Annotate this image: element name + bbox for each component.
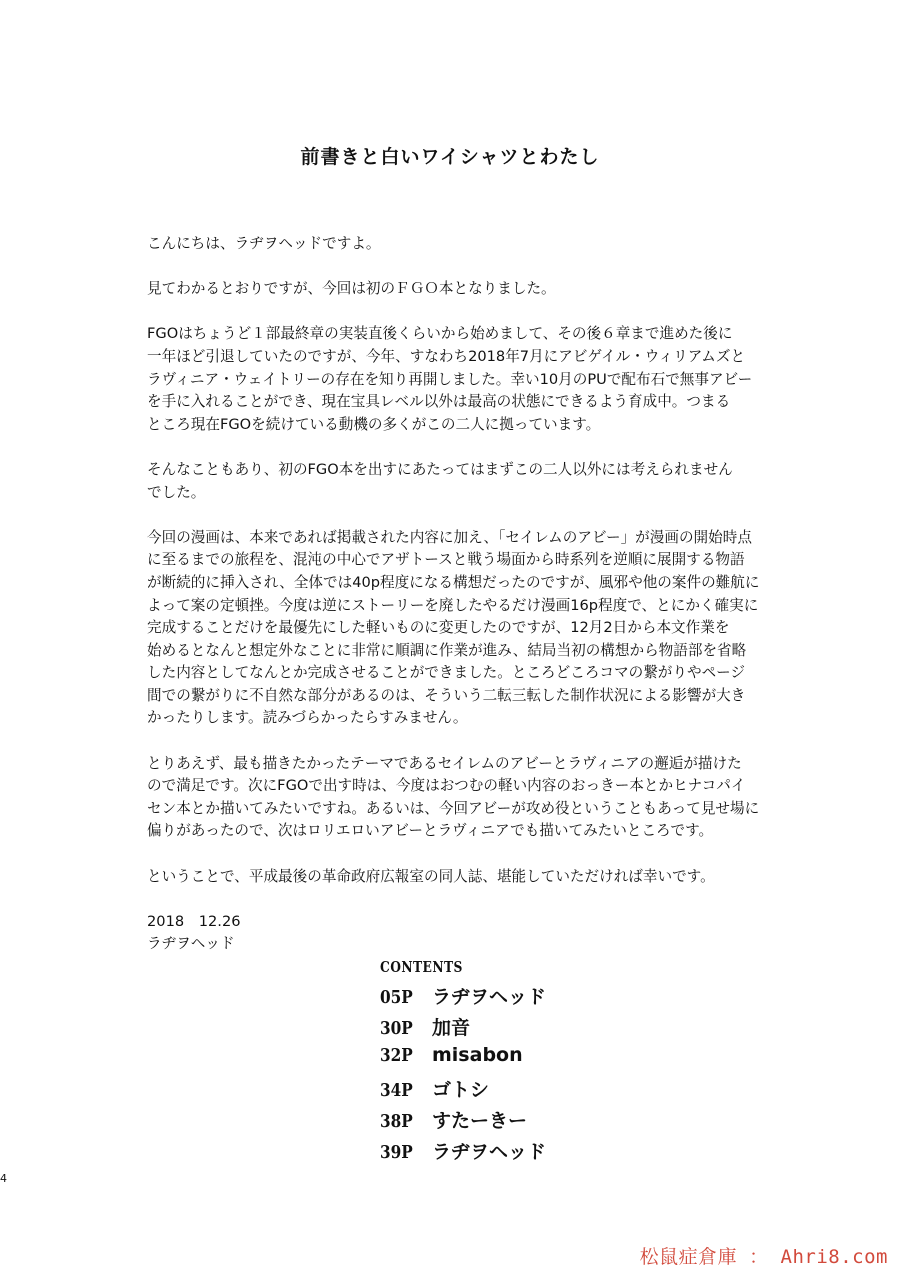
text-line: セン本とか描いてみたいですね。あるいは、今回アビーが攻め役ということもあって見せ場に [147,799,760,817]
watermark: 松鼠症倉庫 ： Ahri8.com [639,1246,888,1268]
toc-entry [380,1075,546,1106]
text-line: した内容としてなんとか完成させることができました。ところどころコマの繋がりやページ [147,664,746,682]
text-line: に至るまでの旅程を、混沌の中心でアザトースと戦う場面から時系列を逆順に展開する物語 [147,551,745,569]
text-line: ラヴィニア・ウェイトリーの存在を知り再開しました。幸い10月のPUで配布石で無事アビー [147,370,753,388]
toc-author-name: 加音 [432,1017,471,1039]
signature [147,911,787,956]
text-line: 一年ほど引退していたのですが、今年、すなわち2018年7月にアビゲイル・ウィリアムズと [147,347,746,365]
text-line: でした。 [147,483,206,501]
page-title: 前書きと白いワイシャツとわたし [300,146,600,168]
text-line: ということで、平成最後の革命政府広報室の同人誌、堪能していただければ幸いです。 [147,867,715,885]
text-line: こんにちは、ラヂヲヘッドですよ。 [147,235,381,252]
text-line: 間での繋がりに不自然な部分があるのは、そういう二転三転した制作状況による影響が大き [147,686,746,704]
paragraph-production [147,527,787,730]
toc-page-number: 34P [380,1080,413,1101]
toc-page-number: 38P [380,1111,413,1132]
toc-page-number: 05P [380,987,413,1008]
toc-entry [380,1013,546,1044]
text-line: ところ現在FGOを続けている動機の多くがこの二人に拠っています。 [147,415,601,433]
text-line: 見てわかるとおりですが、今回は初のＦＧＯ本となりました。 [147,280,556,298]
toc-author-name: ラヂヲヘッド [432,1141,547,1163]
text-line: 偏りがあったので、次はロリエロいアビーとラヴィニアでも描いてみたいところです。 [147,822,714,840]
paragraph-future [147,753,787,843]
paragraph-closing [147,866,787,889]
signature-date: 2018 12.26 [147,912,241,930]
text-line: を手に入れることができ、現在宝具レベル以外は最高の状態にできるよう育成中。つまる [147,393,731,411]
text-line: 完成することだけを最優先にした軽いものに変更したのですが、12月2日から本文作業を [147,619,730,637]
toc-author-name: すたーきー [432,1110,528,1132]
table-of-contents [380,958,546,1168]
toc-entry [380,1106,546,1137]
text-line: かったりします。読みづらかったらすみません。 [147,709,468,727]
paragraph-intro [147,278,787,301]
text-line: そんなこともあり、初のFGO本を出すにあたってはまずこの二人以外には考えられません [147,460,733,478]
text-line: 今回の漫画は、本来であれば掲載された内容に加え、「セイレムのアビー」が漫画の開始時点 [147,528,752,546]
text-line: 始めるとなんと想定外なことに非常に順調に作業が進み、結局当初の構想から物語部を省略 [147,641,747,659]
toc-author-name: ラヂヲヘッド [432,986,547,1008]
toc-author-name: misabon [432,1044,523,1066]
text-line: が断続的に挿入され、全体では40p程度になる構想だったのですが、風邪や他の案件の難航に [147,573,760,591]
page-number: 4 [0,1172,7,1185]
signature-author: ラヂヲヘッド [147,935,235,953]
text-line: よって案の定頓挫。今度は逆にストーリーを廃したやるだけ漫画16p程度で、とにかく確実に [147,596,759,614]
paragraph-motivation [147,459,787,504]
text-line: FGOはちょうど１部最終章の実装直後くらいから始めまして、その後６章まで進めた後に [147,325,733,343]
toc-page-number: 30P [380,1018,413,1039]
toc-page-number: 32P [380,1045,413,1066]
text-line: とりあえず、最も描きたかったテーマであるセイレムのアビーとラヴィニアの邂逅が描けた [147,754,742,772]
paragraph-history [147,323,787,436]
toc-author-name: ゴトシ [432,1079,490,1101]
toc-page-number: 39P [380,1142,413,1163]
text-line: ので満足です。次にFGOで出す時は、今度はおつむの軽い内容のおっきー本とかヒナコパイ [147,777,746,795]
toc-entry [380,1044,546,1075]
paragraph-greeting [147,233,787,256]
contents-heading: CONTENTS [380,958,463,976]
preface-body [147,233,787,956]
toc-entry [380,982,546,1013]
toc-entry [380,1137,546,1168]
